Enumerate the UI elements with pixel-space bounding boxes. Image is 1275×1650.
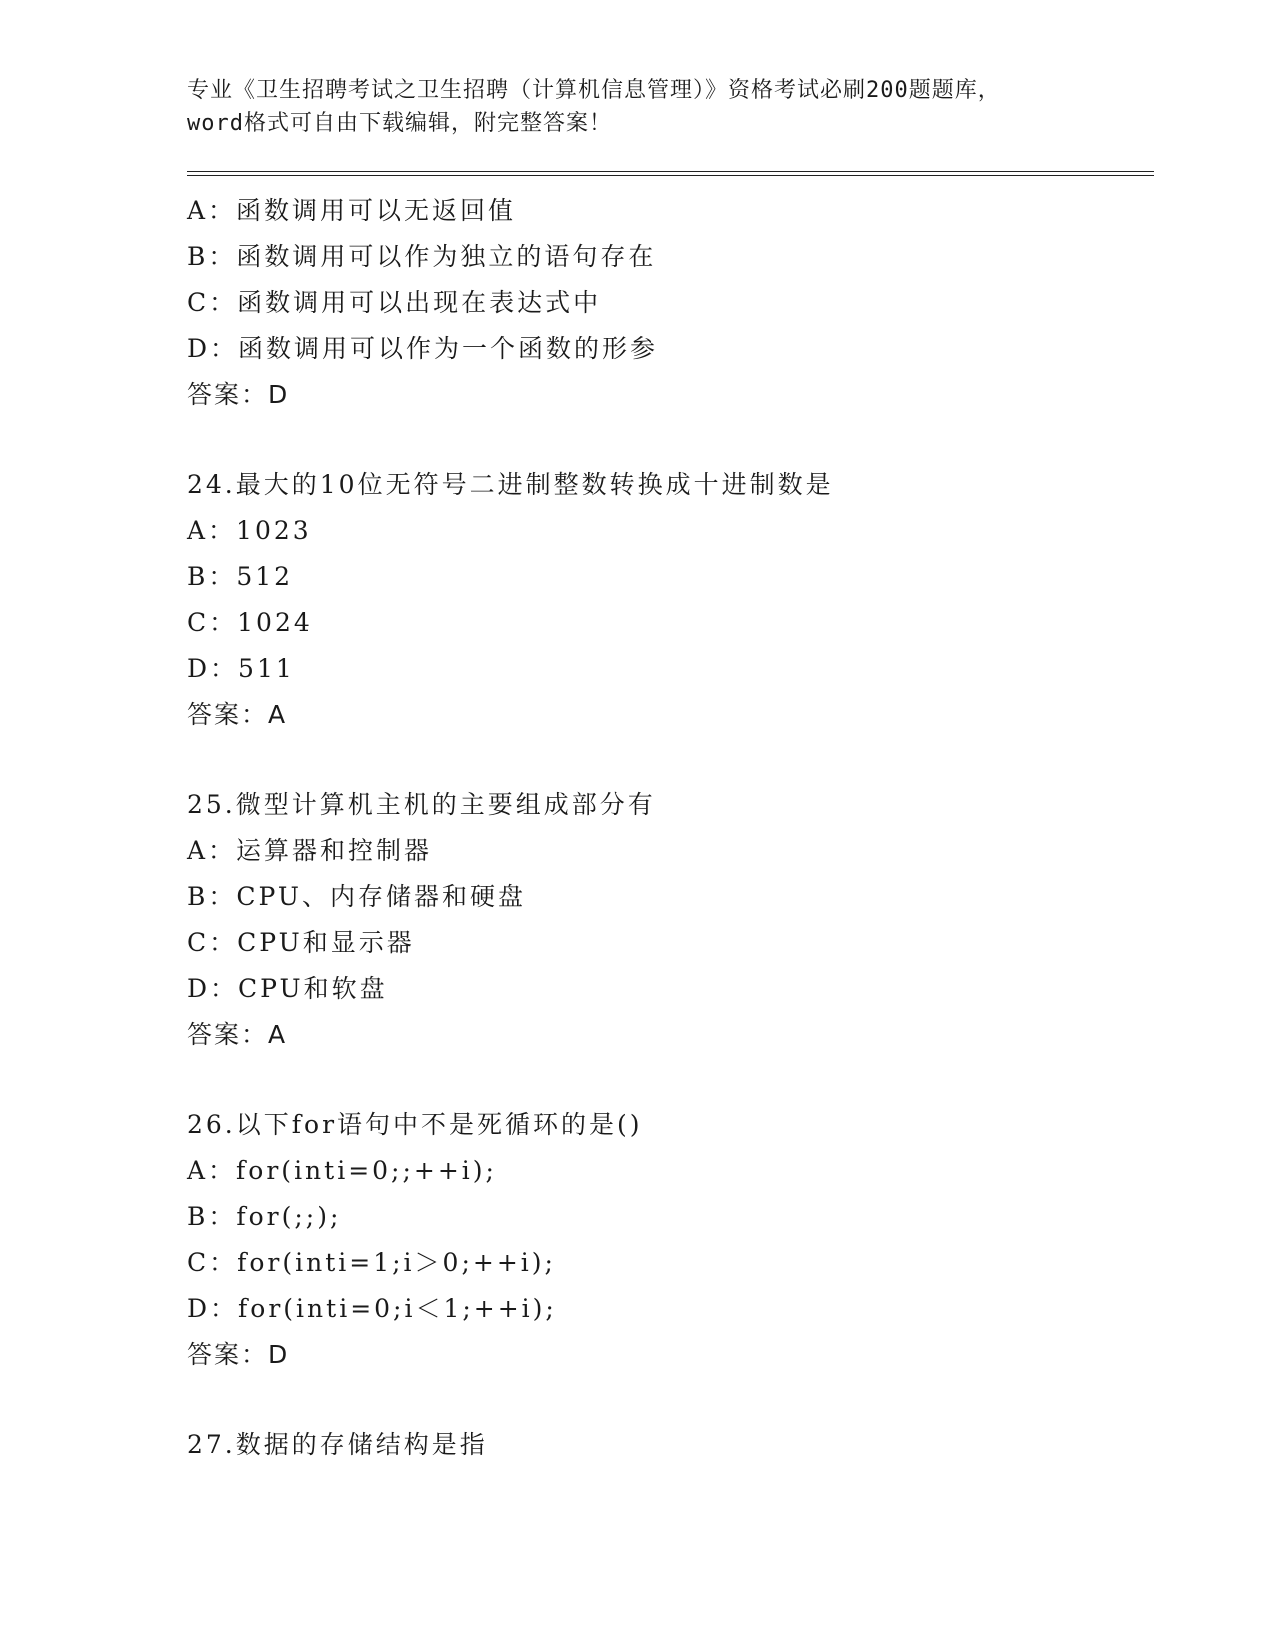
question-title: 25.微型计算机主机的主要组成部分有	[187, 790, 656, 819]
option-b: B：CPU、内存储器和硬盘	[187, 882, 526, 911]
answer: 答案：D	[187, 1340, 290, 1369]
option-c: C：函数调用可以出现在表达式中	[187, 288, 602, 317]
option-a: A：for(inti=0;;++i);	[187, 1156, 497, 1185]
option-a: A：运算器和控制器	[187, 836, 433, 865]
option-b: B：512	[187, 562, 294, 591]
question-title: 27.数据的存储结构是指	[187, 1430, 488, 1459]
question-block-26	[187, 1102, 1147, 1378]
option-d: D：CPU和软盘	[187, 974, 388, 1003]
answer: 答案：D	[187, 380, 290, 409]
question-block-continued	[187, 188, 1147, 418]
option-d: D：for(inti=0;i＜1;++i);	[187, 1294, 557, 1323]
option-b: B：for(;;);	[187, 1202, 342, 1231]
option-a: A：1023	[187, 516, 312, 545]
question-block-25	[187, 782, 1147, 1058]
question-title: 26.以下for语句中不是死循环的是()	[187, 1110, 643, 1139]
document-header	[187, 74, 1087, 140]
header-line-1: 专业《卫生招聘考试之卫生招聘（计算机信息管理）》资格考试必刷200题题库，	[187, 78, 1001, 103]
question-block-24	[187, 462, 1147, 738]
option-b: B：函数调用可以作为独立的语句存在	[187, 242, 657, 271]
option-c: C：CPU和显示器	[187, 928, 415, 957]
header-line-2: word格式可自由下载编辑，附完整答案！	[187, 111, 612, 136]
header-divider-bottom	[187, 175, 1154, 176]
option-a: A：函数调用可以无返回值	[187, 196, 517, 225]
answer: 答案：A	[187, 1020, 288, 1049]
option-d: D：函数调用可以作为一个函数的形参	[187, 334, 659, 363]
question-content	[187, 188, 1147, 1468]
question-title: 24.最大的10位无符号二进制整数转换成十进制数是	[187, 470, 834, 499]
question-block-27	[187, 1422, 1147, 1468]
option-c: C：for(inti=1;i＞0;++i);	[187, 1248, 556, 1277]
answer: 答案：A	[187, 700, 288, 729]
header-divider-top	[187, 171, 1154, 172]
option-c: C：1024	[187, 608, 313, 637]
option-d: D：511	[187, 654, 295, 683]
